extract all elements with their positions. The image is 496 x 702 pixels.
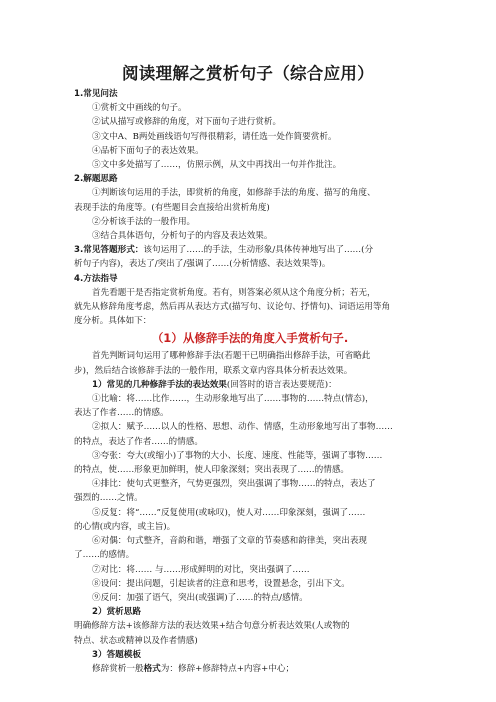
section-heading-approach: 2.解题思路 xyxy=(74,174,118,185)
rhetoric-item-continuation: 强烈的……之情。 xyxy=(74,493,143,504)
page-title: 阅读理解之赏析句子（综合应用） xyxy=(122,64,374,83)
rhetoric-item: ⑥对偶：句式整齐，音韵和谐，增强了文章的节奏感和韵律美，突出表现 xyxy=(92,536,368,547)
approach-item-continuation: 表现手法的角度等。(有些题目会直接给出赏析角度) xyxy=(74,202,270,213)
section-heading-common-questions: 1.常见问法 xyxy=(74,89,118,99)
sub-heading-effects-title: 1）常见的几种修辞手法的表达效果 xyxy=(92,379,227,390)
rhetoric-item-continuation: 的心情(或内容，或主旨)。 xyxy=(74,521,176,532)
method-text: 就先从修辞角度考虑，然后再从表达方式(描写句、议论句、抒情句)、词语运用等角 xyxy=(74,302,391,313)
method-text: 度分析。具体如下： xyxy=(74,316,152,327)
intro-text: 步)，然后结合该修辞手法的一般作用，联系文章内容具体分析表达效果。 xyxy=(74,365,353,376)
rhetoric-item-continuation: 了……的感情。 xyxy=(74,550,135,561)
approach-item: ②分析该手法的一般作用。 xyxy=(92,216,196,227)
rhetoric-item: ⑨反问：加强了语气，突出(或强调)了……的特点/感情。 xyxy=(92,592,308,603)
question-item: ②试从描写或修辞的角度，对下面句子进行赏析。 xyxy=(92,117,282,128)
rhetoric-item: ③夸张：夸大(或缩小)了事物的大小、长度、速度、性能等，强调了事物…… xyxy=(92,450,383,461)
rhetoric-item: ⑧设问：提出问题，引起读者的注意和思考，设置悬念，引出下文。 xyxy=(92,578,350,589)
document-body xyxy=(74,87,426,676)
intro-text: 首先判断词句运用了哪种修辞手法(若题干已明确指出修辞手法，可省略此 xyxy=(92,351,371,362)
template-text xyxy=(74,662,426,676)
question-item: ③文中A、B两处画线语句写得很精彩，请任选一处作简要赏析。 xyxy=(92,131,337,142)
sub-heading-effects xyxy=(74,378,426,392)
answer-form-paragraph xyxy=(74,243,426,257)
template-text-bold: 格式 xyxy=(143,663,161,674)
section-heading-method: 4.方法指导 xyxy=(74,273,118,284)
rhetoric-item-continuation: 的特点，使……形象更加鲜明，使人印象深刻；突出表现了……的情感。 xyxy=(74,465,350,476)
template-text-pre: 修辞赏析一般 xyxy=(92,663,144,674)
subsection-heading-text: （1）从修辞手法的角度入手赏析句子 xyxy=(151,331,344,346)
method-text: 首先看题干是否指定赏析角度。若有，则答案必须从这个角度分析；若无， xyxy=(92,287,376,298)
rhetoric-item: ①比喻：将……比作……，生动形象地写出了……事物的……特点(情态)， xyxy=(92,394,374,405)
sub-heading-approach: 2）赏析思路 xyxy=(92,607,141,618)
sub-heading-effects-note: (回答时的语言表达要规范)： xyxy=(226,379,337,390)
rhetoric-item: ⑦对比：将…… 与……形成鲜明的对比，突出强调了…… xyxy=(92,564,310,575)
question-item: ①赏析文中画线的句子。 xyxy=(92,103,187,114)
subsection-heading-rhetoric xyxy=(74,329,426,347)
question-item: ④品析下面句子的表达效果。 xyxy=(92,145,204,156)
rhetoric-item-continuation: 表达了作者……的情感。 xyxy=(74,408,169,419)
rhetoric-item: ⑤反复：将“……”反复使用(或咏叹)，使人对……印象深刻，强调了…… xyxy=(92,507,366,518)
approach-item: ③结合具体语句，分析句子的内容及表达效果。 xyxy=(92,231,273,242)
approach-text: 特点、状态或精神以及作者情感) xyxy=(74,635,198,646)
section-heading-answer-form: 3.常见答题形式： xyxy=(74,245,144,256)
question-item: ⑤文中多处描写了……，仿照示例，从文中再找出一句并作批注。 xyxy=(92,160,342,171)
rhetoric-item: ④排比：使句式更整齐，气势更强烈，突出强调了事物……的特点，表达了 xyxy=(92,479,376,490)
template-text-post: 为：修辞+修辞特点+内容+中心； xyxy=(160,663,295,674)
approach-text: 明确修辞方法+该修辞方法的表达效果+结合句意分析表达效果(人或物的 xyxy=(74,621,350,632)
approach-item: ①判断该句运用的手法，即赏析的角度，如修辞手法的角度、描写的角度、 xyxy=(92,188,376,199)
answer-form-continuation: 析句子内容)，表达了/突出了/强调了……(分析情感、表达效果等)。 xyxy=(74,259,331,270)
subsection-heading-dot: . xyxy=(343,331,349,346)
answer-form-text: 该句运用了……的手法，生动形象/具体传神地写出了……(分 xyxy=(143,245,374,256)
rhetoric-item: ②拟人：赋予……以人的性格、思想、动作、情感，生动形象地写出了事物…… xyxy=(92,422,393,433)
rhetoric-item-continuation: 的特点，表达了作者……的情感。 xyxy=(74,436,203,447)
sub-heading-template: 3）答题模板 xyxy=(92,649,141,660)
